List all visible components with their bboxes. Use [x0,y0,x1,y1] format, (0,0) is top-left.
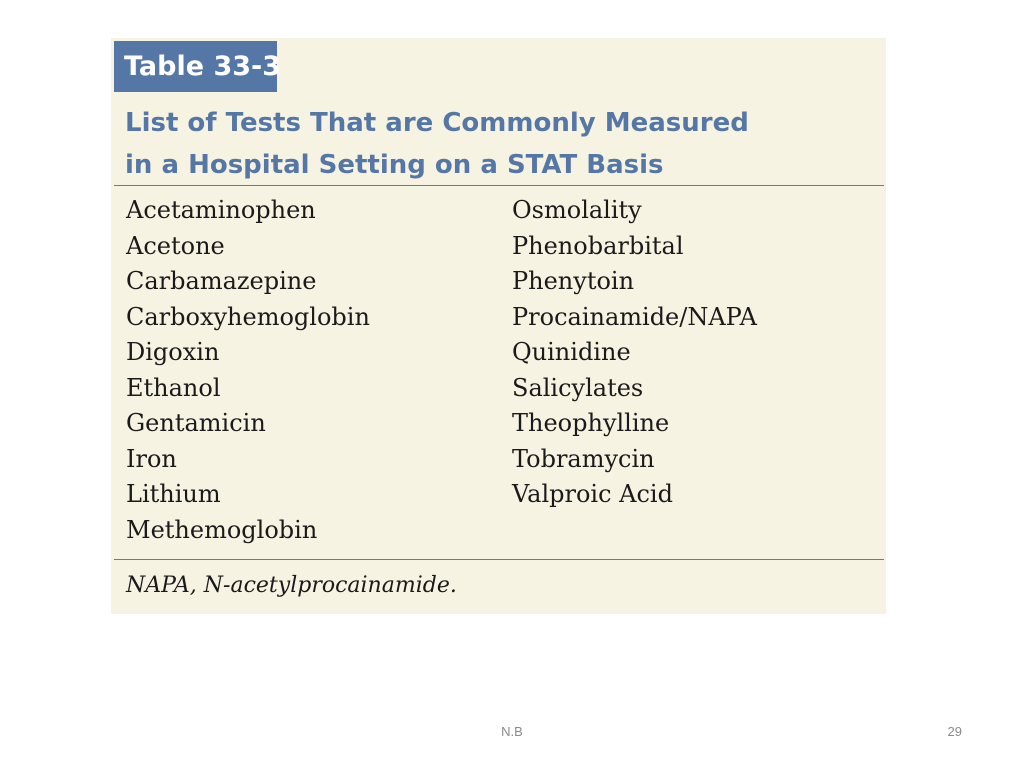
slide-number: 29 [947,724,962,739]
test-item: Phenobarbital [512,231,684,260]
test-item: Digoxin [126,338,220,366]
test-item: Ethanol [126,373,221,402]
test-list-right-column [512,193,757,513]
table-title [125,102,865,186]
test-item: Gentamicin [126,409,266,437]
table-title-line-2: in a Hospital Setting on a STAT Basis [125,150,664,180]
test-list-left-column [126,193,370,548]
table-footnote: NAPA, N-acetylprocainamide. [126,573,457,598]
test-item: Acetone [126,231,225,260]
test-item: Iron [126,444,177,473]
table-panel [111,38,886,614]
test-item: Carboxyhemoglobin [126,302,370,331]
test-item: Tobramycin [512,444,655,473]
table-title-line-1: List of Tests That are Commonly Measured [125,108,749,138]
test-item: Valproic Acid [512,480,673,508]
test-item: Procainamide/NAPA [512,302,757,331]
footer-author: N.B [501,724,523,739]
test-item: Methemoglobin [126,515,318,544]
test-item: Lithium [126,480,221,508]
test-item: Theophylline [512,409,670,437]
top-divider [114,185,884,186]
test-item: Osmolality [512,196,642,224]
test-item: Carbamazepine [126,267,317,295]
test-item: Quinidine [512,338,631,366]
bottom-divider [114,559,884,560]
test-item: Salicylates [512,373,644,402]
table-number-label: Table 33-3 [114,41,277,92]
test-item: Acetaminophen [126,196,316,224]
test-item: Phenytoin [512,267,635,295]
